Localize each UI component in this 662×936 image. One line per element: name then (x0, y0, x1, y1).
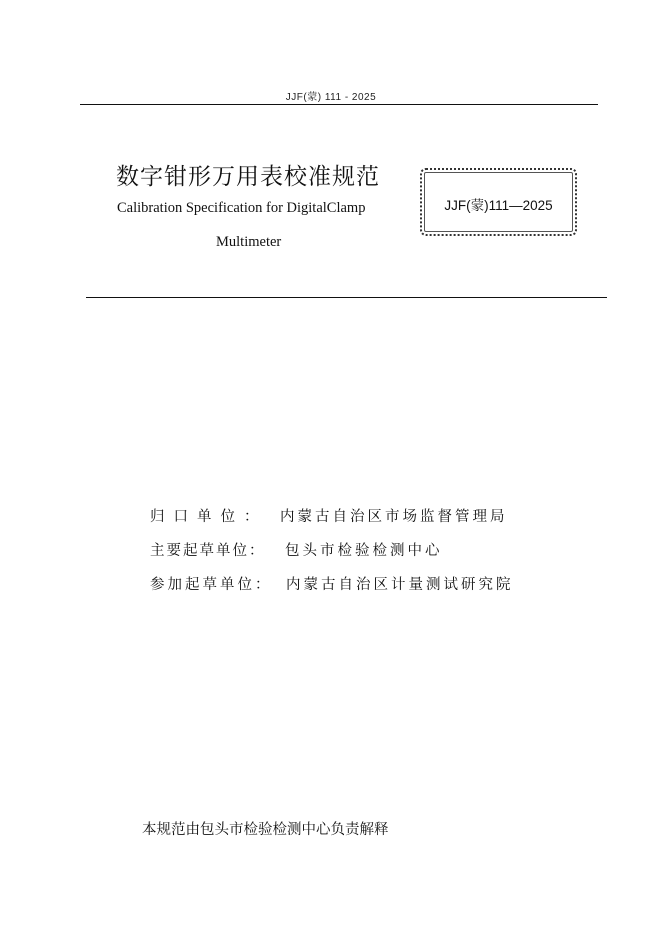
document-code-label: JJF(蒙)111—2025 (444, 198, 553, 213)
title-english-line2: Multimeter (216, 234, 282, 250)
header-document-code: JJF(蒙) 111 - 2025 (285, 92, 377, 103)
header-rule (80, 104, 598, 105)
org-label: 归口单位： (150, 509, 268, 525)
org-row-main-drafter (150, 539, 443, 560)
org-label: 参加起草单位： (150, 577, 273, 593)
interpretation-note: 本规范由包头市检验检测中心负责解释 (142, 822, 389, 838)
org-row-participating-drafter (150, 573, 514, 594)
org-value: 包头市检验检测中心 (285, 543, 443, 559)
org-row-responsible (150, 505, 508, 526)
org-value: 内蒙古自治区计量测试研究院 (286, 577, 514, 593)
org-value: 内蒙古自治区市场监督管理局 (280, 509, 508, 525)
org-label: 主要起草单位： (150, 543, 266, 559)
title-separator-rule (86, 297, 607, 298)
title-chinese: 数字钳形万用表校准规范 (116, 164, 380, 190)
title-english-line1: Calibration Specification for DigitalClamp (117, 200, 366, 216)
